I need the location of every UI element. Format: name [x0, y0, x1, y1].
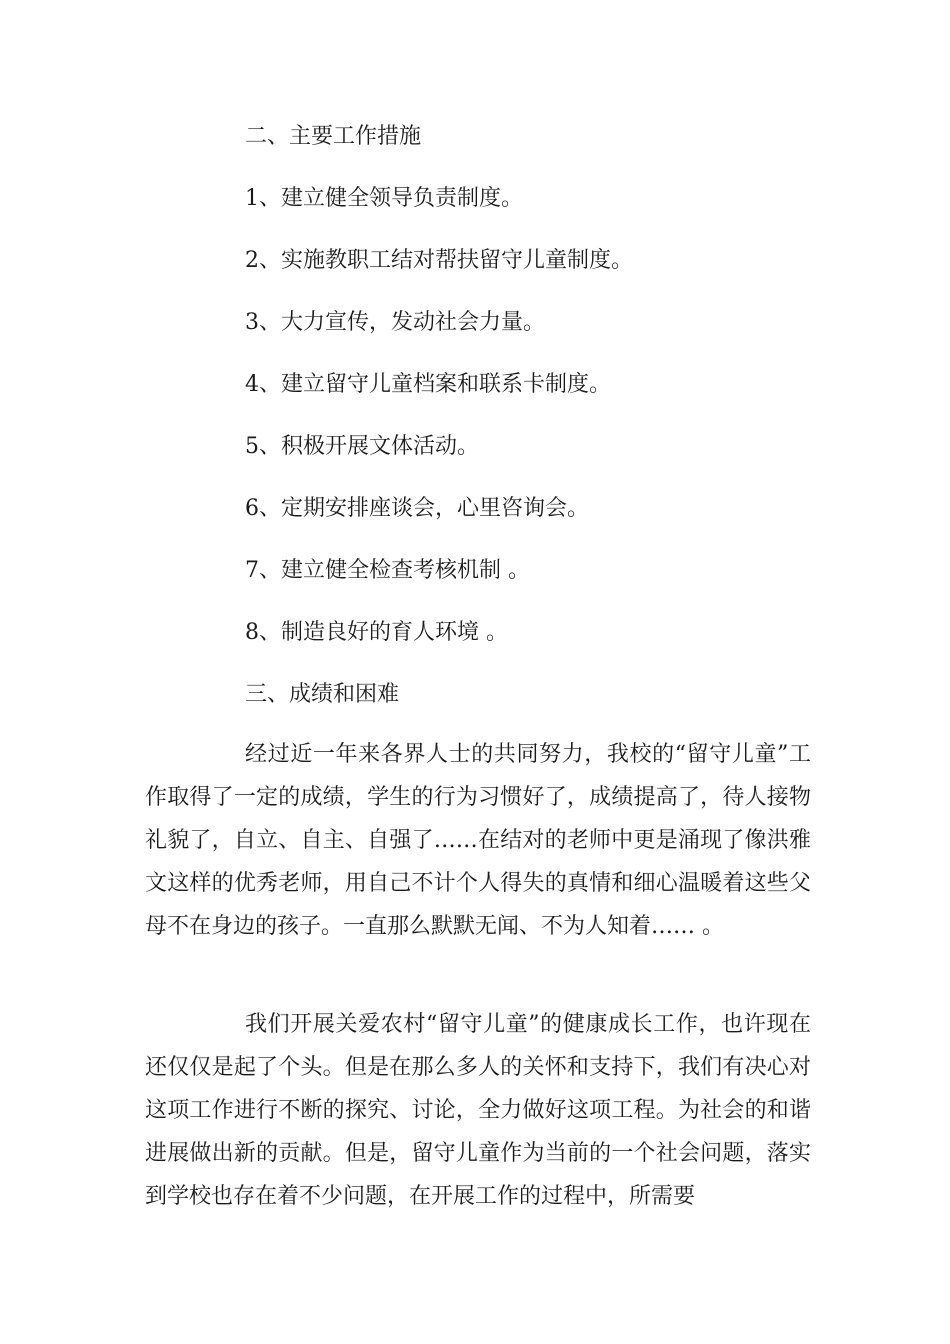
- measure-item-6: 6、定期安排座谈会，心里咨询会。: [245, 496, 589, 521]
- section-heading-measures: 二、主要工作措施: [245, 124, 422, 149]
- measure-item-2: 2、实施教职工结对帮扶留守儿童制度。: [245, 248, 633, 273]
- section-heading-results: 三、成绩和困难: [245, 682, 400, 707]
- paragraph-outlook: 我们开展关爱农村“留守儿童”的健康成长工作，也许现在还仅仅是起了个头。但是在那么多人的关怀和支持下，我们有决心对这项工作进行不断的探究、讨论，全力做好这项工程。为社会的和谐进展做出新的贡献。但是，留守儿童作为当前的一个社会问题，落实到学校也存在着不少问题，在开展工作的过程中，所需要: [145, 1012, 811, 1209]
- paragraph-achievements: 经过近一年来各界人士的共同努力，我校的“留守儿童”工作取得了一定的成绩，学生的行为习惯好了，成绩提高了，待人接物礼貌了，自立、自主、自强了……在结对的老师中更是涌现了像洪雅文这样的优秀老师，用自己不计个人得失的真情和细心温暖着这些父母不在身边的孩子。一直那么默默无闻、不为人知着…… 。: [145, 742, 811, 939]
- measure-item-1: 1、建立健全领导负责制度。: [245, 186, 523, 211]
- measure-item-8: 8、制造良好的育人环境 。: [245, 620, 508, 645]
- measure-item-3: 3、大力宣传，发动社会力量。: [245, 310, 545, 335]
- measure-item-4: 4、建立留守儿童档案和联系卡制度。: [245, 372, 611, 397]
- measure-item-7: 7、建立健全检查考核机制 。: [245, 558, 530, 583]
- measure-item-5: 5、积极开展文体活动。: [245, 434, 479, 459]
